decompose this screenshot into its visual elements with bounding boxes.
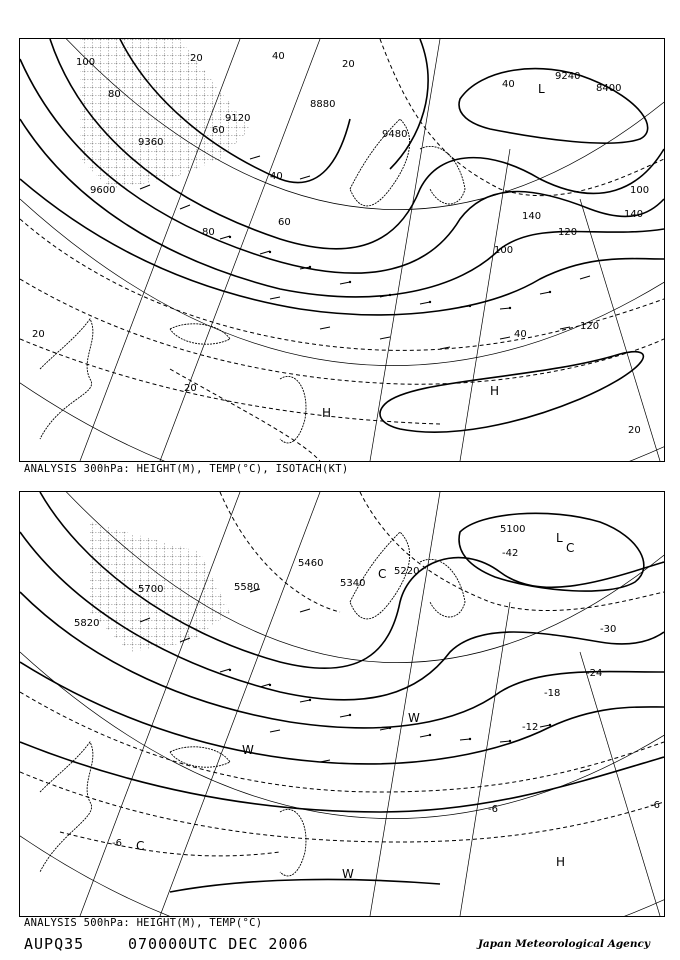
cold-center-marker: C [378,567,387,581]
chart-300hpa-caption: ANALYSIS 300hPa: HEIGHT(M), TEMP(°C), ISOTACH(KT) [24,463,349,475]
height-label: 5460 [298,558,324,569]
height-label: 5580 [234,582,260,593]
isotach-label: 60 [212,125,225,136]
temperature-label: -30 [600,624,617,635]
isotach-label: 80 [108,89,121,100]
isotach-label: 120 [580,321,600,332]
height-label: 9600 [90,185,116,196]
cold-center-marker: C [566,541,575,555]
isotach-label: 40 [514,329,527,340]
height-label: 9240 [555,71,581,82]
isotach-label: 20 [184,383,197,394]
height-label: 5700 [138,584,164,595]
isotach-label: 80 [202,227,215,238]
height-label: 8880 [310,99,336,110]
isotach-label: 120 [558,227,578,238]
chart-500hpa-caption: ANALYSIS 500hPa: HEIGHT(M), TEMP(°C) [24,917,263,929]
high-center-marker: H [322,406,332,420]
isotach-label: 100 [630,185,650,196]
chart-500hpa [19,491,665,917]
valid-time: 070000UTC DEC 2006 [128,935,309,953]
temperature-label: -6 [112,838,122,849]
height-label: 5820 [74,618,100,629]
warm-center-marker: W [408,711,420,725]
isotach-label: 20 [342,59,355,70]
station-plots [229,669,551,742]
temperature-label: -24 [586,668,603,679]
high-center-marker: H [556,855,566,869]
isotach-label: 40 [272,51,285,62]
low-center-marker: L [538,82,545,96]
chart-300hpa-drawing [20,39,664,461]
isotach-label: 140 [522,211,542,222]
isotach-label: 60 [278,217,291,228]
isotach-label: 100 [76,57,96,68]
height-label: 9360 [138,137,164,148]
temperature-label: -18 [544,688,561,699]
agency-credit: Japan Meteorological Agency [477,938,650,950]
isotach-label: 20 [32,329,45,340]
height-label: 5100 [500,524,526,535]
height-label: 9480 [382,129,408,140]
product-code: AUPQ35 [24,935,85,953]
chart-300hpa [19,38,665,462]
cold-center-marker: C [136,839,145,853]
warm-center-marker: W [242,743,254,757]
height-label: 5340 [340,578,366,589]
isotach-label: 20 [628,425,641,436]
temperature-label: -6 [650,800,660,811]
isotach-label: 40 [502,79,515,90]
chart-500hpa-drawing [20,492,664,916]
wind-barbs [140,156,590,349]
temperature-label: -6 [488,804,498,815]
temperature-label: -42 [502,548,519,559]
high-center-marker: H [490,384,500,398]
isotach-label: 20 [190,53,203,64]
high-pressure-contour [380,352,643,432]
height-label: 8400 [596,83,622,94]
temperature-label: -12 [522,722,539,733]
isotach-label: 100 [494,245,514,256]
warm-center-marker: W [342,867,354,881]
isotach-label: 40 [270,171,283,182]
isotach-label: 140 [624,209,644,220]
height-label: 9120 [225,113,251,124]
low-center-marker: L [556,531,563,545]
height-label: 5220 [394,566,420,577]
